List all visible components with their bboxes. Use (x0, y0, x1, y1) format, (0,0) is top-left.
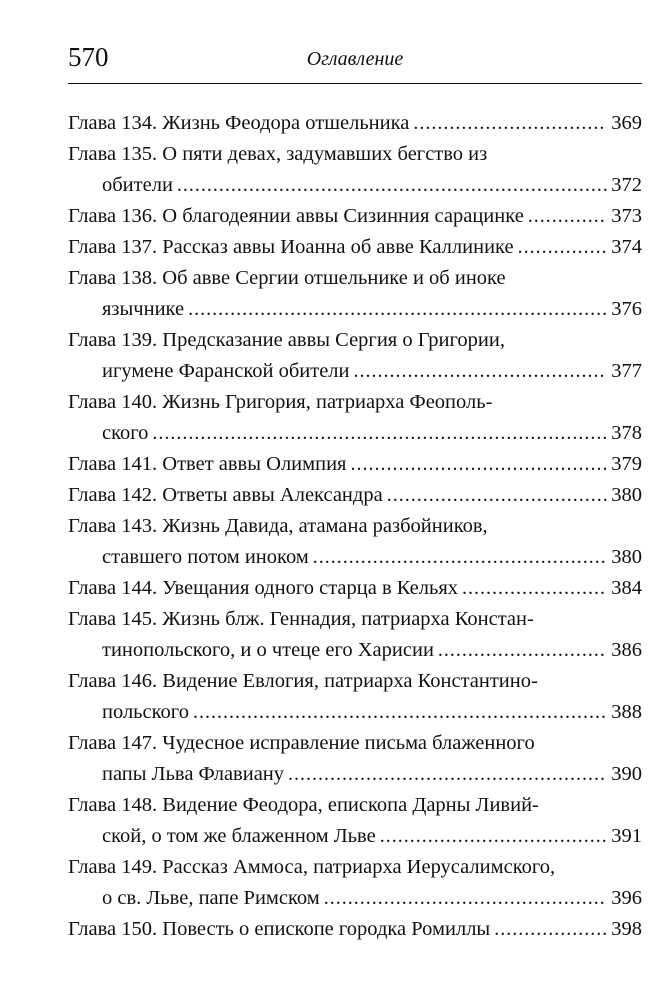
toc-entry (68, 108, 642, 139)
toc-entry-page: 378 (611, 422, 642, 444)
dot-leader (518, 232, 608, 263)
toc-entry-title: Глава 143. Жизнь Давида, атамана разбойников, (68, 515, 488, 537)
toc-entry-continuation (68, 356, 642, 387)
toc-entry (68, 325, 642, 356)
toc-entry-page: 384 (611, 577, 642, 599)
header-rule (68, 83, 642, 84)
table-of-contents (68, 108, 642, 945)
toc-entry-title: Глава 149. Рассказ Аммоса, патриарха Иерусалимского, (68, 856, 556, 878)
toc-entry-continuation (68, 542, 642, 573)
toc-entry-continuation (68, 697, 642, 728)
toc-entry-page: 391 (611, 825, 642, 847)
toc-entry-title: Глава 138. Об авве Сергии отшельнике и об иноке (68, 267, 506, 289)
toc-entry-title: Глава 136. О благодеянии аввы Сизинния сарацинке (68, 205, 524, 227)
toc-entry-title: о св. Льве, папе Римском (102, 887, 320, 909)
toc-entry-page: 388 (611, 701, 642, 723)
toc-entry-page: 396 (611, 887, 642, 909)
dot-leader (438, 635, 607, 666)
dot-leader (324, 883, 607, 914)
toc-entry-continuation (68, 170, 642, 201)
toc-entry-page: 390 (611, 763, 642, 785)
toc-entry-title: Глава 145. Жизнь блж. Геннадия, патриарха Констан- (68, 608, 534, 630)
toc-entry-page: 376 (611, 298, 642, 320)
dot-leader (354, 356, 608, 387)
toc-entry-title: ской, о том же блаженном Льве (102, 825, 376, 847)
toc-entry-title: ставшего потом иноком (102, 546, 309, 568)
running-title: Оглавление (306, 48, 404, 70)
toc-entry-title: папы Льва Флавиану (102, 763, 285, 785)
toc-entry (68, 666, 642, 697)
toc-entry-title: Глава 134. Жизнь Феодора отшельника (68, 112, 410, 134)
toc-entry-continuation (68, 418, 642, 449)
toc-entry-continuation (68, 883, 642, 914)
toc-entry-title: Глава 142. Ответы аввы Александра (68, 484, 383, 506)
toc-entry (68, 852, 642, 883)
toc-entry-title: Глава 147. Чудесное исправление письма блаженного (68, 732, 535, 754)
toc-entry-title: игумене Фаранской обители (102, 360, 350, 382)
dot-leader (188, 294, 607, 325)
dot-leader (413, 108, 607, 139)
toc-entry (68, 914, 642, 945)
toc-entry-title: Глава 140. Жизнь Григория, патриарха Феополь- (68, 391, 493, 413)
dot-leader (380, 821, 608, 852)
toc-entry-title: Глава 144. Увещания одного старца в Кельях (68, 577, 459, 599)
toc-entry (68, 387, 642, 418)
page-header (68, 40, 642, 82)
dot-leader (177, 170, 607, 201)
toc-entry-title: тинопольского, и о чтеце его Харисии (102, 639, 434, 661)
toc-entry-title: Глава 141. Ответ аввы Олимпия (68, 453, 347, 475)
toc-entry-title: Глава 137. Рассказ аввы Иоанна об авве Каллинике (68, 236, 514, 258)
toc-entry (68, 232, 642, 263)
dot-leader (528, 201, 607, 232)
toc-entry (68, 573, 642, 604)
toc-entry-page: 377 (611, 360, 642, 382)
dot-leader (350, 449, 607, 480)
toc-entry-page: 380 (611, 484, 642, 506)
dot-leader (152, 418, 607, 449)
toc-entry-title: польского (102, 701, 189, 723)
toc-entry (68, 511, 642, 542)
toc-entry-page: 372 (611, 174, 642, 196)
toc-entry (68, 728, 642, 759)
toc-entry (68, 201, 642, 232)
toc-entry-page: 379 (611, 453, 642, 475)
toc-entry-page: 398 (611, 918, 642, 940)
toc-entry-page: 369 (611, 112, 642, 134)
dot-leader (462, 573, 607, 604)
dot-leader (387, 480, 608, 511)
toc-entry-title: обители (102, 174, 173, 196)
toc-entry-title: Глава 146. Видение Евлогия, патриарха Константино- (68, 670, 538, 692)
toc-entry-continuation (68, 294, 642, 325)
toc-entry (68, 480, 642, 511)
toc-entry-continuation (68, 821, 642, 852)
dot-leader (494, 914, 607, 945)
toc-entry-title: язычнике (102, 298, 185, 320)
toc-entry-page: 380 (611, 546, 642, 568)
toc-entry-title: Глава 135. О пяти девах, задумавших бегство из (68, 143, 488, 165)
toc-entry-page: 373 (611, 205, 642, 227)
toc-entry-title: Глава 150. Повесть о епископе городка Ромиллы (68, 918, 491, 940)
toc-entry-continuation (68, 635, 642, 666)
toc-entry (68, 604, 642, 635)
toc-entry-page: 374 (611, 236, 642, 258)
toc-entry (68, 263, 642, 294)
toc-entry (68, 139, 642, 170)
toc-entry-title: Глава 148. Видение Феодора, епископа Дарны Ливий- (68, 794, 539, 816)
page-number: 570 (68, 42, 109, 72)
toc-entry-title: Глава 139. Предсказание аввы Сергия о Григории, (68, 329, 505, 351)
toc-entry-title: ского (102, 422, 149, 444)
dot-leader (193, 697, 607, 728)
dot-leader (288, 759, 607, 790)
dot-leader (313, 542, 607, 573)
toc-entry-page: 386 (611, 639, 642, 661)
toc-entry (68, 790, 642, 821)
toc-entry (68, 449, 642, 480)
toc-entry-continuation (68, 759, 642, 790)
